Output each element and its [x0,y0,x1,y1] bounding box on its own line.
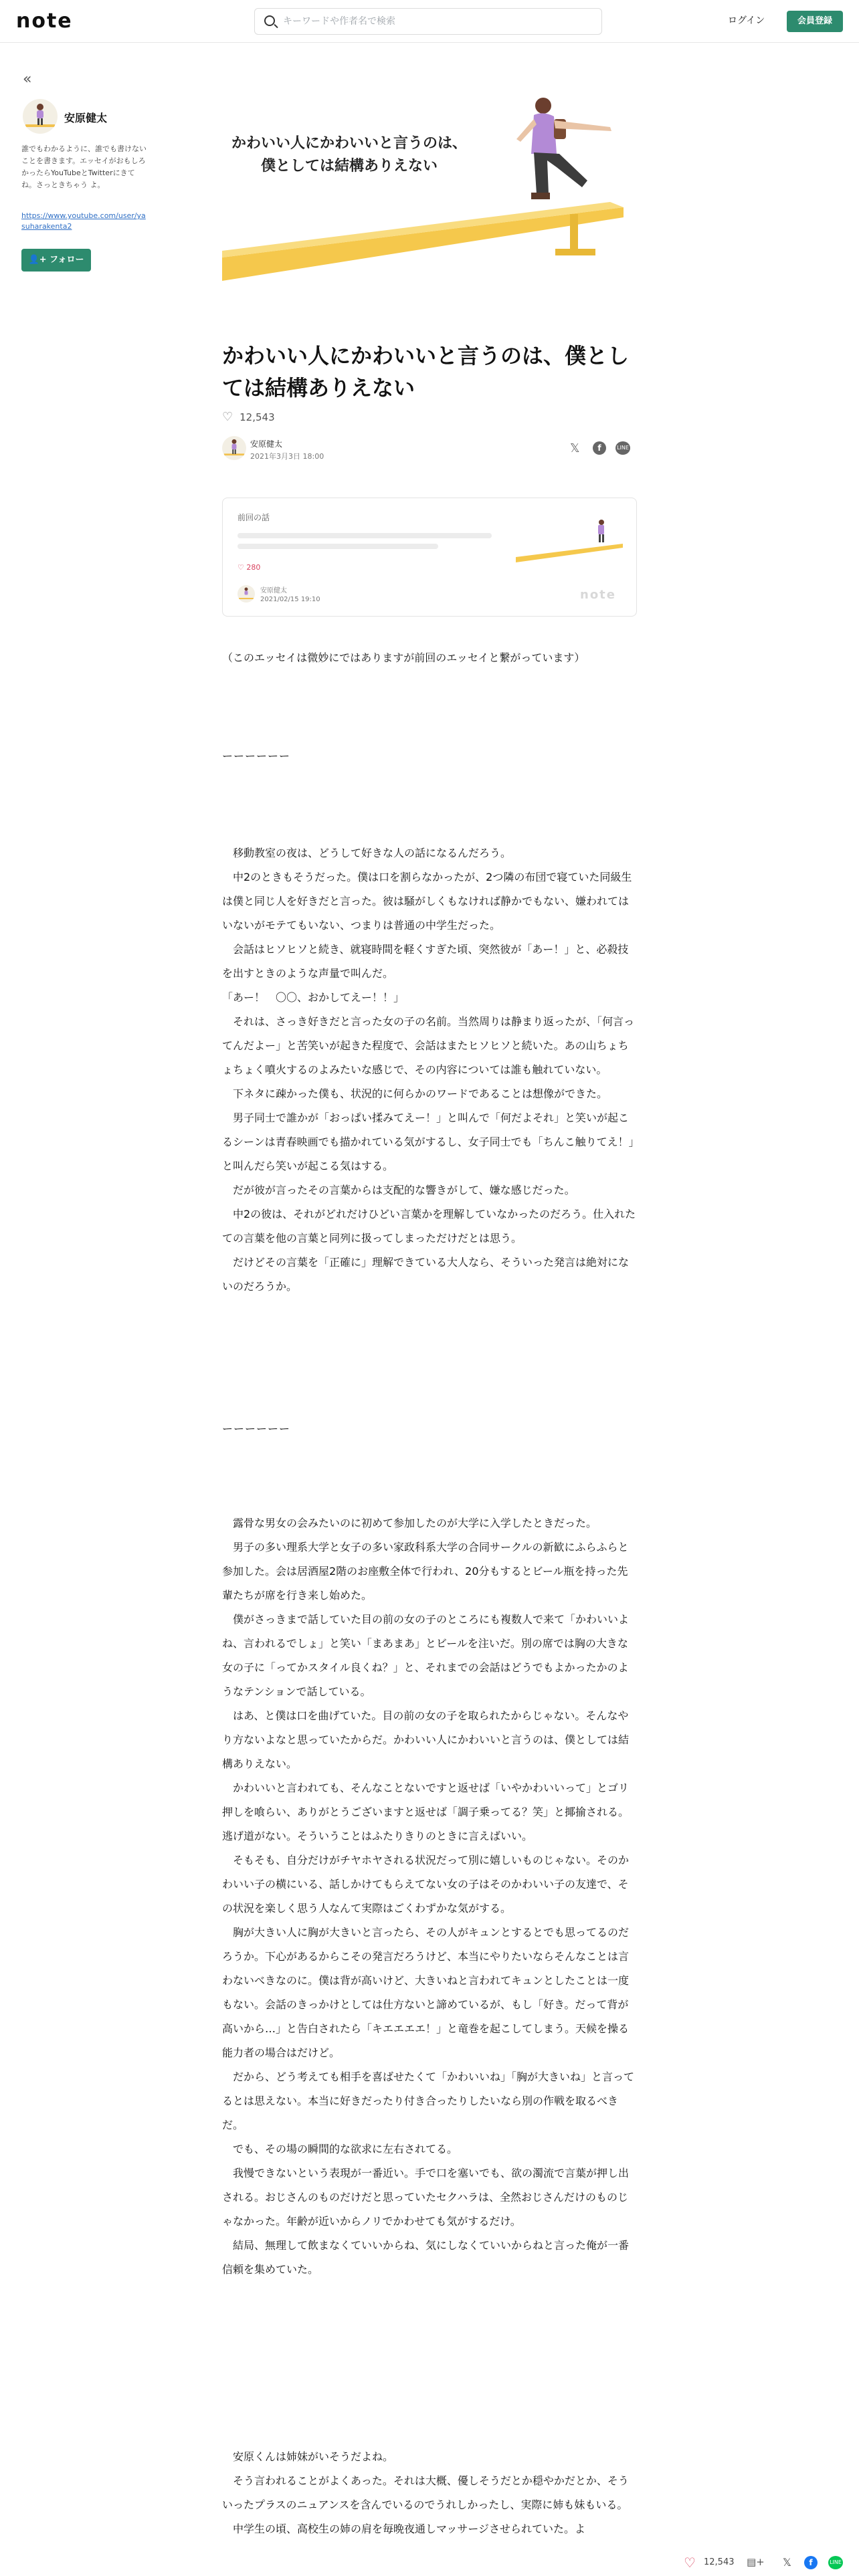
body-paragraph: 我慢できないという表現が一番近い。手で口を塞いでも、欲の濁流で言葉が押し出される。おじさんのものだけだと思っていたセクハラは、全然おじさんだけのものじゃなかった。年齢が近いからノリでかわせても気がするだけ。 [222,2167,630,2228]
embed-heart-icon: ♡ [237,563,247,572]
bottom-line-share-icon[interactable]: LINE [828,2556,843,2569]
like-count: 12,543 [240,411,275,423]
embed-text-placeholder [237,533,492,538]
hero-title-line2: 僕としては結構ありえない [260,158,438,175]
follow-button[interactable] [21,249,91,272]
embed-title: 前回の話 [237,513,270,522]
login-button[interactable]: ログイン [728,15,765,26]
bottom-like-count: 12,543 [704,2557,735,2567]
embed-thumbnail [516,513,623,566]
embed-author-avatar [237,585,255,603]
hero-title-line1: かわいい人にかわいいと言うのは、 [231,135,467,152]
balance-beam-illustration [222,80,637,294]
article-title: かわいい人にかわいいと言うのは、僕としては結構ありえない [222,343,630,401]
heart-icon[interactable]: ♡ [222,410,233,424]
section-separator: ーーーーーー [222,1422,291,1435]
section3-text [222,2445,637,2541]
body-paragraph: 「あー！ 〇〇、おかしてえー！！」 [222,991,405,1004]
body-paragraph: そう言われることがよくあった。それは大概、優しそうだとか穏やかだとか、そういったプラスのニュアンスを含んでいるのでうれしかったし、実際に姉も妹もいる。 [222,2474,629,2511]
embed-likes [237,563,260,572]
embed-date: 2021/02/15 19:10 [260,596,320,603]
site-header [0,0,859,43]
intro-paragraph: （このエッセイは微妙にではありますが前回のエッセイと繋がっています） [222,651,585,664]
follow-label: フォロー [50,255,84,265]
body-paragraph: そもそも、自分だけがチヤホヤされる状況だって別に嬉しいものじゃない。そのかわいい子の横にいる、話しかけてもらえてない女の子はそのかわいい子の友達で、その状況を楽しく思う人なんて実際はごくわずかな気がする。 [222,1854,630,1915]
collapse-sidebar-icon[interactable]: « [23,71,32,88]
body-paragraph: だが彼が言ったその言葉からは支配的な響きがして、嫌な感じだった。 [222,1184,575,1196]
body-paragraph: 中2のときもそうだった。僕は口を割らなかったが、2つ隣の布団で寝ていた同級生は僕と同じ人を好きだと言った。彼は騒がしくもなければ静かでもない、嫌われてはいないがモテてもいない、つまりは普通の中学生だった。 [222,871,632,932]
section2-text [222,1511,637,2282]
article-date: 2021年3月3日 18:00 [250,452,324,461]
bottom-x-share-icon[interactable]: 𝕏 [783,2556,791,2569]
body-paragraph: 男子の多い理系大学と女子の多い家政科系大学の合同サークルの新歓にふらふらと参加した。会は居酒屋2階のお座敷全体で行われ、20分もするとビール瓶を持った先輩たちが席を行き来し始めた。 [222,1541,629,1602]
bottom-action-bar [680,2553,859,2573]
body-paragraph: だから、どう考えても相手を喜ばせたくて「かわいいね」「胸が大きいね」と言ってるとは思えない。本当に好きだったり付き合ったりしたいなら別の作戦を取るべきだ。 [222,2070,635,2131]
embed-text-placeholder [237,544,438,549]
author-youtube-link[interactable]: https://www.youtube.com/user/yasuharakenta2 [21,211,146,231]
bottom-heart-icon[interactable]: ♡ [684,2555,696,2571]
bottom-facebook-share-icon[interactable]: f [804,2556,818,2569]
body-paragraph: 僕がさっきまで話していた目の前の女の子のところにも複数人で来て「かわいいよね、言われるでしょ」と笑い「まあまあ」とビールを注いだ。別の席では胸の大きな女の子に「ってかスタイル良くね？」と、それまでの会話はどうでもよかったかのようなテンションで話している。 [222,1613,630,1698]
line-share-icon[interactable]: LINE [615,441,630,455]
facebook-share-icon[interactable]: f [593,441,606,455]
body-paragraph: 胸が大きい人に胸が大きいと言ったら、その人がキュンとするとでも思ってるのだろうか。下心があるからこその発言だろうけど、本当にやりたいならそんなことは言わないべきなのに。僕は背が高いけど、大きいねと言われてキュンとしたことは一度もない。会話のきっかけとしては仕方ないと諦めているが、もし「好き。だって背が高いから…」と告白されたら「キエエエエ！」と竜巻を起こしてしまう。天候を操る能力者の場合はだけど。 [222,1926,630,2059]
article-author-avatar[interactable] [222,436,246,460]
body-paragraph: 中2の彼は、それがどれだけひどい言葉かを理解していなかったのだろう。仕入れたての言葉を他の言葉と同列に扱ってしまっただけだとは思う。 [222,1208,636,1245]
author-avatar[interactable] [23,99,58,134]
body-paragraph: だけどその言葉を「正確に」理解できている大人なら、そういった発言は絶対にないのだろうか。 [222,1256,630,1293]
body-paragraph: 会話はヒソヒソと続き、就寝時間を軽くすぎた頃、突然彼が「あー！」と、必殺技を出すときのような声量で叫んだ。 [222,943,629,980]
body-paragraph: 安原くんは姉妹がいそうだよね。 [222,2450,394,2463]
body-paragraph: かわいいと言われても、そんなことないですと返せば「いやかわいいって」とゴリ押しを喰らい、ありがとうございますと返せば「調子乗ってる？笑」と揶揄される。逃げ道がない。そういうことはふたりきりのときに言えばいい。 [222,1782,630,1842]
body-paragraph: それは、さっき好きだと言った女の子の名前。当然周りは静まり返ったが、「何言ってんだよー」と苦笑いが起きた程度で、会話はまたヒソヒソと続いた。あの山ちょちょちょく噴火するのよみたいな感じで、その内容については誰も触れていない。 [222,1015,635,1076]
sidebar-author-name[interactable]: 安原健太 [64,112,108,124]
body-paragraph: 中学生の頃、高校生の姉の肩を毎晩夜通しマッサージさせられていた。よ [222,2523,586,2535]
embedded-article-card[interactable] [222,498,637,617]
signup-button[interactable]: 会員登録 [787,11,843,32]
body-paragraph: 露骨な男女の会みたいのに初めて参加したのが大学に入学したときだった。 [222,1517,597,1529]
search-box[interactable] [254,8,602,35]
search-icon [264,15,275,26]
search-input[interactable] [283,9,591,34]
x-share-icon[interactable]: 𝕏 [570,441,580,455]
author-bio: 誰でもわかるように、誰でも書けないことを書きます。エッセイがおもしろかったらYouTubeとTwitterにきてね。さっときちゃう よ。 [21,144,147,189]
embed-like-count: 280 [246,563,261,572]
body-paragraph: でも、その場の瞬間的な欲求に左右されてる。 [222,2143,458,2155]
body-paragraph: 移動教室の夜は、どうして好きな人の話になるんだろう。 [222,847,512,859]
body-paragraph: 下ネタに疎かった僕も、状況的に何らかのワードであることは想像ができた。 [222,1087,608,1100]
note-logo[interactable]: note [16,9,73,33]
embed-author-name: 安原健太 [260,587,287,595]
hero-title [222,132,476,178]
body-paragraph: はあ、と僕は口を曲げていた。目の前の女の子を取られたからじゃない。そんなやり方ないよなと思っていたからだ。かわいい人にかわいいと言うのは、僕としては結構ありえない。 [222,1709,630,1770]
embed-note-logo: note [580,588,616,602]
add-user-icon: 👤+ [28,255,50,265]
section1-text [222,841,637,1299]
body-paragraph: 結局、無理して飲まなくていいからね、気にしなくていいからねと言った俺が一番信頼を集めていた。 [222,2239,630,2276]
magazine-add-icon[interactable]: ▤+ [747,2556,765,2568]
hero-image [222,80,637,294]
article-author-name[interactable]: 安原健太 [250,439,283,449]
body-paragraph: 男子同士で誰かが「おっぱい揉みてえー！」と叫んで「何だよそれ」と笑いが起こるシーンは青春映画でも描かれている気がするし、女子同士でも「ちんこ触りてえ！」と叫んだら笑いが起こる気はする。 [222,1111,634,1172]
like-counter[interactable] [222,410,275,424]
section-separator: ーーーーーー [222,750,291,762]
